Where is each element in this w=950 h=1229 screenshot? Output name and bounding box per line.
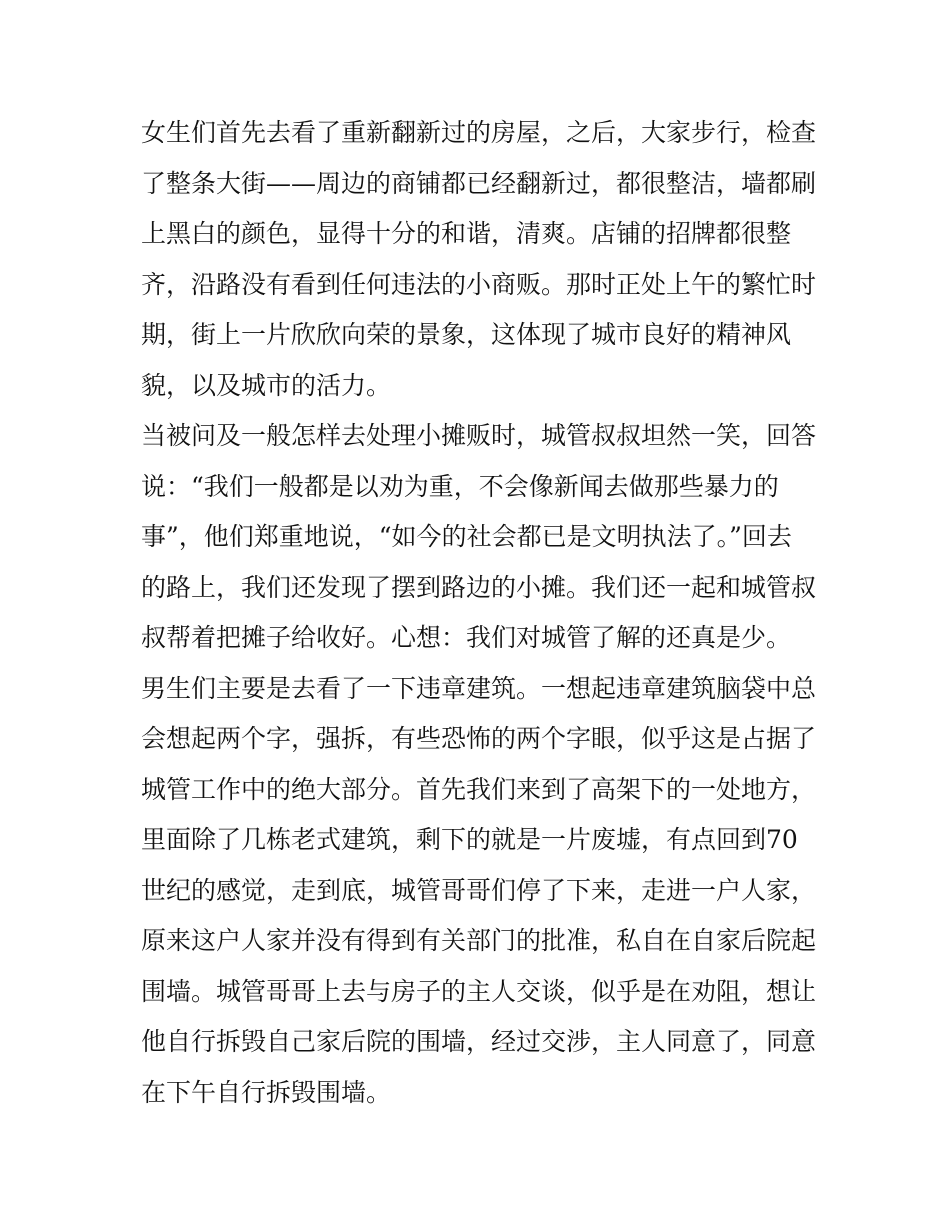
text-line: 里面除了几栋老式建筑，剩下的就是一片废墟，有点回到70 <box>141 825 798 854</box>
paragraph-male-students <box>141 664 821 1119</box>
text-line: 说：“我们一般都是以劝为重，不会像新闻去做那些暴力的 <box>141 471 779 501</box>
text-line: 当被问及一般怎样去处理小摊贩时，城管叔叔坦然一笑，回答 <box>141 421 817 450</box>
text-line: 女生们首先去看了重新翻新过的房屋，之后，大家步行，检查 <box>141 118 817 147</box>
text-line: 世纪的感觉，走到底，城管哥哥们停了下来，走进一户人家， <box>141 875 817 905</box>
text-line: 了整条大街——周边的商铺都已经翻新过，都很整洁，墙都刷 <box>141 168 817 198</box>
text-line: 期，街上一片欣欣向荣的景象，这体现了城市良好的精神风 <box>141 320 792 349</box>
text-line: 城管工作中的绝大部分。首先我们来到了高架下的一处地方， <box>141 774 817 804</box>
paragraph-female-students <box>141 108 821 411</box>
text-line: 在下午自行拆毁围墙。 <box>141 1077 392 1107</box>
text-line: 上黑白的颜色，显得十分的和谐，清爽。店铺的招牌都很整 <box>141 219 792 248</box>
text-line: 他自行拆毁自己家后院的围墙，经过交涉，主人同意了，同意 <box>141 1027 817 1056</box>
document-body <box>141 108 821 1118</box>
text-line: 貌，以及城市的活力。 <box>141 370 392 400</box>
text-line: 会想起两个字，强拆，有些恐怖的两个字眼，似乎这是占据了 <box>141 724 817 753</box>
text-line: 围墙。城管哥哥上去与房子的主人交谈，似乎是在劝阻，想让 <box>141 976 817 1006</box>
text-line: 男生们主要是去看了一下违章建筑。一想起违章建筑脑袋中总 <box>141 673 817 703</box>
text-line: 事”，他们郑重地说，“如今的社会都已是文明执法了。”回去 <box>141 522 792 551</box>
text-line: 的路上，我们还发现了摆到路边的小摊。我们还一起和城管叔 <box>141 572 817 602</box>
text-line: 齐，沿路没有看到任何违法的小商贩。那时正处上午的繁忙时 <box>141 269 817 299</box>
text-line: 原来这户人家并没有得到有关部门的批准，私自在自家后院起 <box>141 926 817 955</box>
paragraph-street-vendors <box>141 411 821 664</box>
text-line: 叔帮着把摊子给收好。心想：我们对城管了解的还真是少。 <box>141 623 792 652</box>
